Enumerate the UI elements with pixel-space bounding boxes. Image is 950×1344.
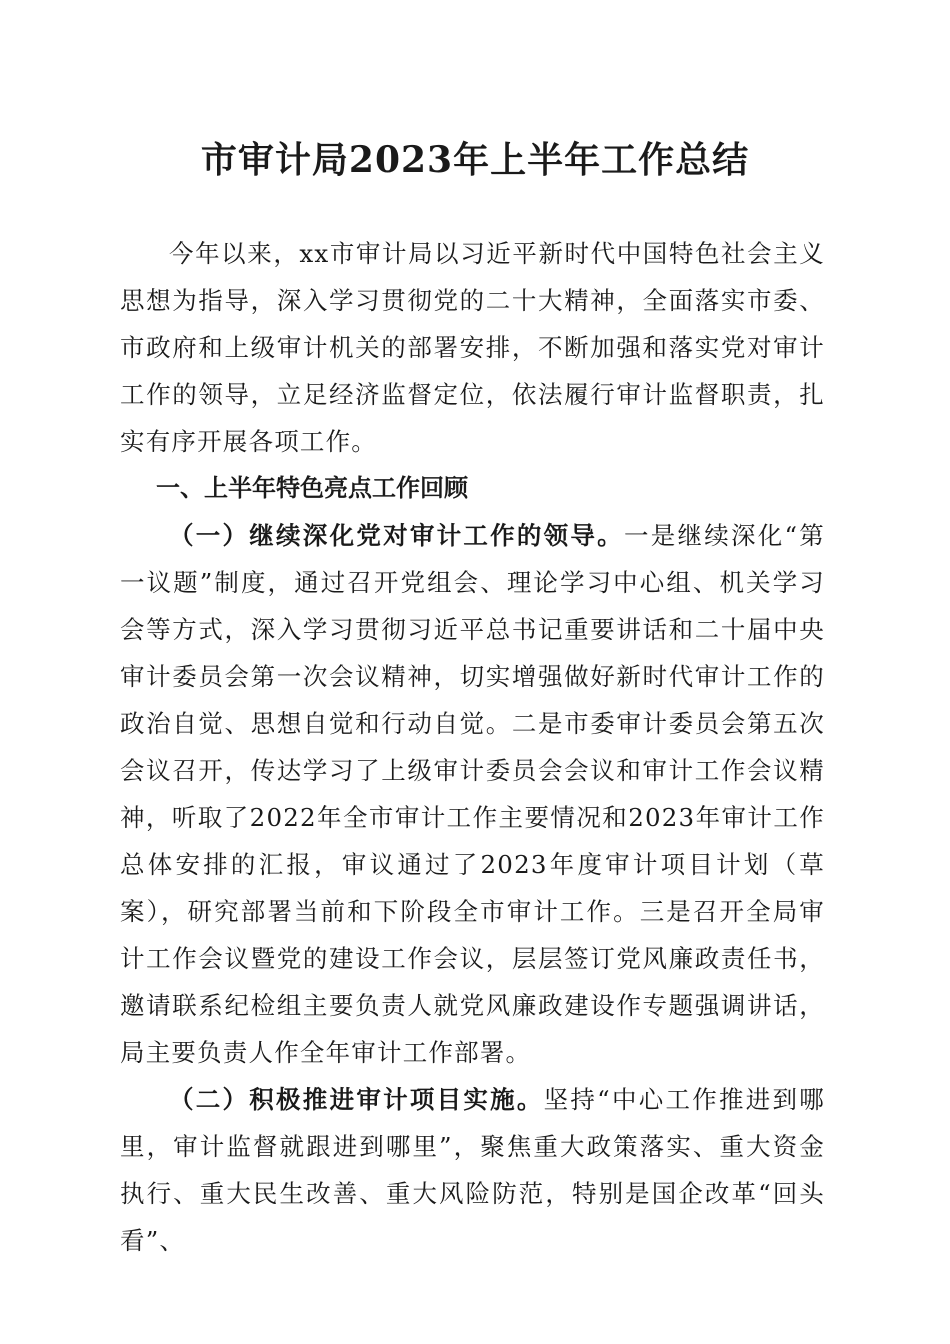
- intro-paragraph: 今年以来，xx市审计局以习近平新时代中国特色社会主义思想为指导，深入学习贯彻党的二十大精神，全面落实市委、市政府和上级审计机关的部署安排，不断加强和落实党对审计工作的领导，立足经济监督定位，依法履行审计监督职责，扎实有序开展各项工作。: [120, 239, 825, 456]
- item-1-lead: （一）继续深化党对审计工作的领导。: [169, 521, 624, 550]
- section-heading: 一、上半年特色亮点工作回顾: [156, 474, 468, 502]
- document-title: 市审计局2023年上半年工作总结: [200, 139, 750, 181]
- item-1-text: 一是继续深化“第一议题”制度，通过召开党组会、理论学习中心组、机关学习会等方式，深入学习贯彻习近平总书记重要讲话和二十届中央审计委员会第一次会议精神，切实增强做好新时代审计工作的政治自觉、思想自觉和行动自觉。二是市委审计委员会第五次会议召开，传达学习了上级审计委员会会议和审计工作会议精神，听取了2022年全市审计工作主要情况和2023年审计工作总体安排的汇报，审议通过了2023年度审计项目计划（草案），研究部署当前和下阶段全市审计工作。三是召开全局审计工作会议暨党的建设工作会议，层层签订党风廉政责任书，邀请联系纪检组主要负责人就党风廉政建设作专题强调讲话，局主要负责人作全年审计工作部署。: [120, 521, 826, 1067]
- section-item-1: [120, 512, 825, 1076]
- document-body: [120, 230, 825, 1264]
- item-2-lead: （二）积极推进审计项目实施。: [169, 1085, 544, 1114]
- item-2-text: 坚持“中心工作推进到哪里，审计监督就跟进到哪里”，聚焦重大政策落实、重大资金执行、重大民生改善、重大风险防范，特别是国企改革“回头看”、: [120, 1085, 825, 1255]
- section-item-2: [120, 1076, 825, 1264]
